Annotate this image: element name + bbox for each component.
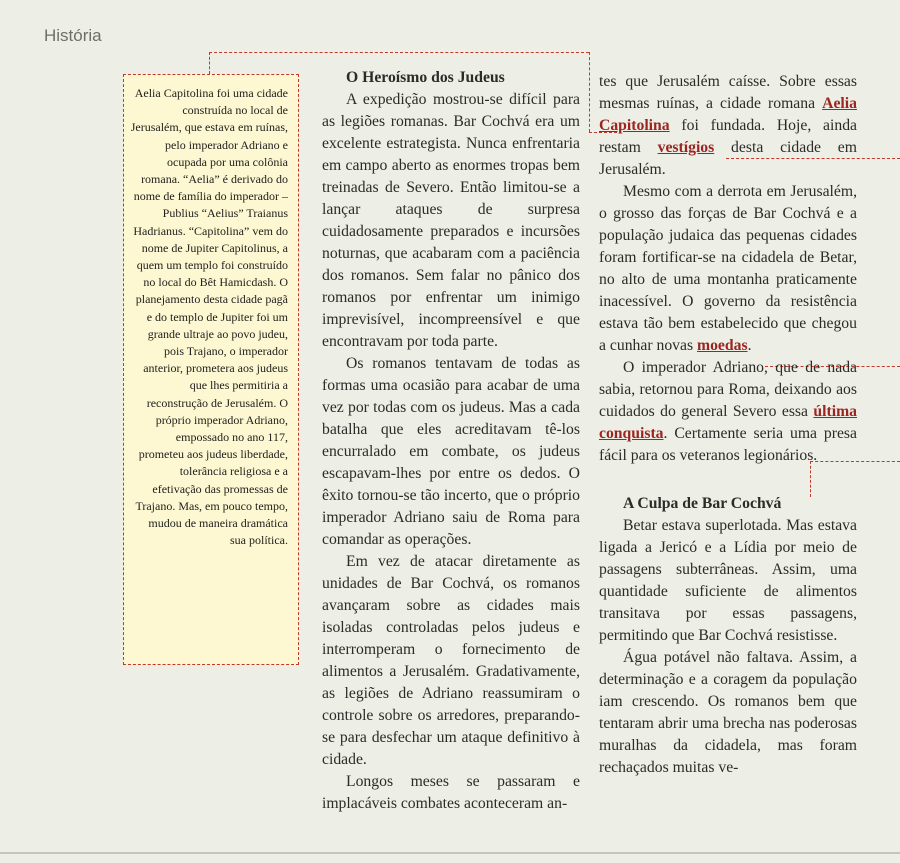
- vestigios-link[interactable]: vestígios: [657, 139, 715, 156]
- paragraph: Em vez de atacar diretamente as unidades de Bar Cochvá, os romanos avançaram sobre as cidades mais isoladas controladas pelos judeus e interromperam o fornecimento de alimentos a Jerusalém. Gradativamente, as legiões de Adriano reassumiram o controle sobre os arredores, preparando-se para desfechar um ataque definitivo à cidade.: [322, 553, 580, 768]
- section-header: História: [44, 26, 102, 45]
- article-column-1: [322, 67, 580, 815]
- sidebar-note: [123, 74, 299, 665]
- connector-aelia-top: [209, 52, 589, 53]
- paragraph: O imperador Adriano, que de nada sabia, retornou para Roma, deixando aos cuidados do general Severo essa última conquista. Certamente seria uma presa fácil para os veteranos legionários.: [599, 359, 857, 464]
- page-bottom-rule: [0, 852, 900, 854]
- connector-aelia-right: [589, 52, 590, 132]
- ultima-conquista-link[interactable]: última conquista: [599, 403, 857, 442]
- section-heading: A Culpa de Bar Cochvá: [623, 495, 782, 512]
- paragraph: Mesmo com a derrota em Jerusalém, o grosso das forças de Bar Cochvá e a população judaica das pequenas cidades foram fortificar-se na cidadela de Betar, no alto de uma montanha praticamente inacessível. O governo da resistência estava tão bem estabelecido que chegou a cunhar novas moedas.: [599, 183, 857, 354]
- paragraph: Betar estava superlotada. Mas estava ligada a Jericó e a Lídia por meio de passagens subterrâneas. Assim, uma quantidade suficiente de alimentos transitava por essas passagens, permitindo que Bar Cochvá resistisse.: [599, 517, 857, 644]
- aelia-capitolina-link[interactable]: Aelia Capitolina: [599, 95, 857, 134]
- paragraph: tes que Jerusalém caísse. Sobre essas mesmas ruínas, a cidade romana Aelia Capitolina foi fundada. Hoje, ainda restam vestígios desta cidade em Jerusalém.: [599, 73, 857, 178]
- sidebar-text: Aelia Capitolina foi uma cidade construída no local de Jerusalém, que estava em ruínas, pelo imperador Adriano e ocupada por uma colônia romana. “Aelia” é derivado do nome de família do imperador – Publius “Aelius” Traianus Hadrianus. “Capitolina” vem do nome de Jupiter Capitolinus, a quem um templo foi construído no local do Bêt Hamicdash. O planejamento desta cidade pagã e do templo de Jupiter foi um grande ultraje ao povo judeu, pois Trajano, o imperador anterior, prometera aos judeus que lhes permitiria a reconstrução de Jerusalém. O próprio imperador Adriano, empossado no ano 117, prometeu aos judeus liberdade, tolerância religiosa e a efetivação das promessas de Trajano. Mas, em pouco tempo, mudou de maneira dramática sua política.: [130, 86, 288, 548]
- paragraph: Os romanos tentavam de todas as formas uma ocasião para acabar de uma vez por todas com os judeus. Mas a cada batalha que eles acreditavam tê-los encurralado em combate, os judeus escapavam-lhes por entre os dedos. O êxito tornou-se tão incerto, que o próprio imperador Adriano saiu de Roma para comandar as operações.: [322, 355, 580, 548]
- paragraph: Água potável não faltava. Assim, a determinação e a coragem da população iam crescendo. Os romanos bem que tentaram abrir uma brecha nas poderosas muralhas da cidadela, mas foram rechaçados muitas ve-: [599, 649, 857, 776]
- section-heading: O Heroísmo dos Judeus: [346, 69, 505, 86]
- paragraph: Longos meses se passaram e implacáveis combates aconteceram an-: [322, 773, 580, 812]
- moedas-link[interactable]: moedas: [697, 337, 748, 354]
- article-column-2: [599, 67, 857, 779]
- paragraph: A expedição mostrou-se difícil para as legiões romanas. Bar Cochvá era um excelente estrategista. Nunca enfrentaria em campo aberto as enormes tropas bem treinadas de Severo. Então limitou-se a lançar ataques de surpresa cuidadosamente preparados e incursões noturnas, que acabaram com a paciência dos romanos. Sem falar no pânico dos romanos por enfrentar um inimigo imprevisível, incompreensível e que encontravam por toda parte.: [322, 91, 580, 350]
- connector-aelia-left: [209, 52, 210, 74]
